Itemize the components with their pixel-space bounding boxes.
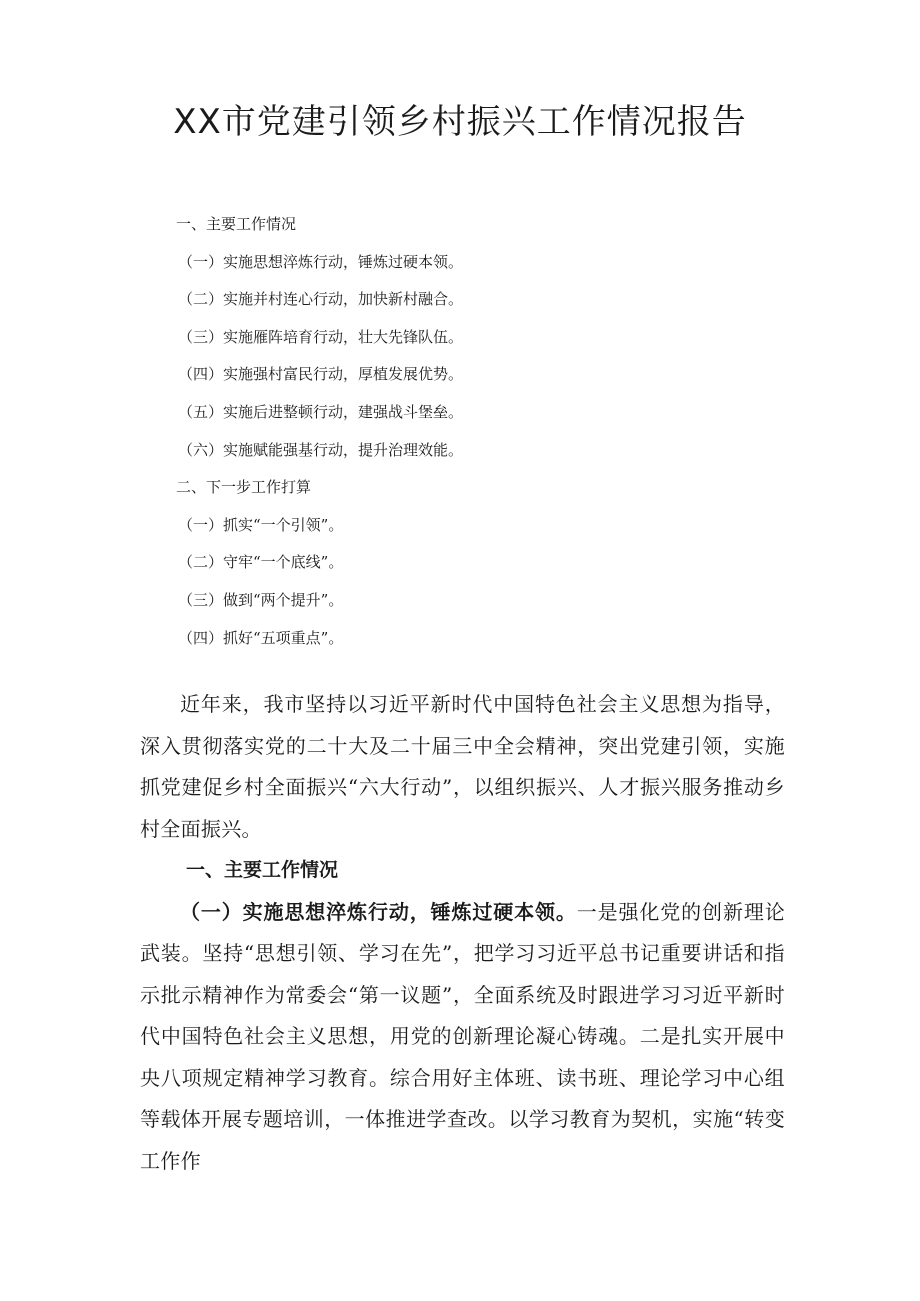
toc-item: （一）抓实“一个引领”。: [178, 515, 344, 534]
document-body: [140, 684, 785, 1182]
section-heading: 一、主要工作情况: [186, 859, 339, 881]
toc-item: 一、主要工作情况: [176, 215, 297, 233]
toc-item: （四）实施强村富民行动，厚植发展优势。: [178, 365, 464, 384]
toc-item: 二、下一步工作打算: [176, 478, 312, 497]
section-paragraph-lead: （一）实施思想淬炼行动，锤炼过硬本领。: [180, 899, 577, 924]
table-of-contents: [176, 206, 796, 657]
toc-item: （一）实施思想淬炼行动，锤炼过硬本领。: [178, 252, 464, 271]
toc-item: （三）实施雁阵培育行动，壮大先锋队伍。: [178, 327, 464, 346]
intro-paragraph: 近年来，我市坚持以习近平新时代中国特色社会主义思想为指导，深入贯彻落实党的二十大及二十届三中全会精神，突出党建引领，实施抓党建促乡村全面振兴“六大行动”，以组织振兴、人才振兴服务推动乡村全面振兴。: [140, 692, 785, 841]
toc-item: （三）做到“两个提升”。: [178, 590, 344, 609]
toc-item: （五）实施后进整顿行动，建强战斗堡垒。: [178, 402, 464, 421]
section-paragraph-body: 一是强化党的创新理论武装。坚持“思想引领、学习在先”，把学习习近平总书记重要讲话和指示批示精神作为常委会“第一议题”，全面系统及时跟进学习习近平新时代中国特色社会主义思想，用党的创新理论凝心铸魂。二是扎实开展中央八项规定精神学习教育。综合用好主体班、读书班、理论学习中心组等载体开展专题培训，一体推进学查改。以学习教育为契机，实施“转变工作作: [140, 899, 786, 1173]
section-paragraph: [140, 892, 785, 1183]
toc-item: （二）实施并村连心行动，加快新村融合。: [178, 290, 464, 309]
toc-item: （四）抓好“五项重点”。: [178, 628, 344, 647]
toc-item: （六）实施赋能强基行动，提升治理效能。: [178, 440, 464, 459]
document-title: XX市党建引领乡村振兴工作情况报告: [173, 102, 747, 142]
toc-item: （二）守牢“一个底线”。: [178, 553, 344, 572]
